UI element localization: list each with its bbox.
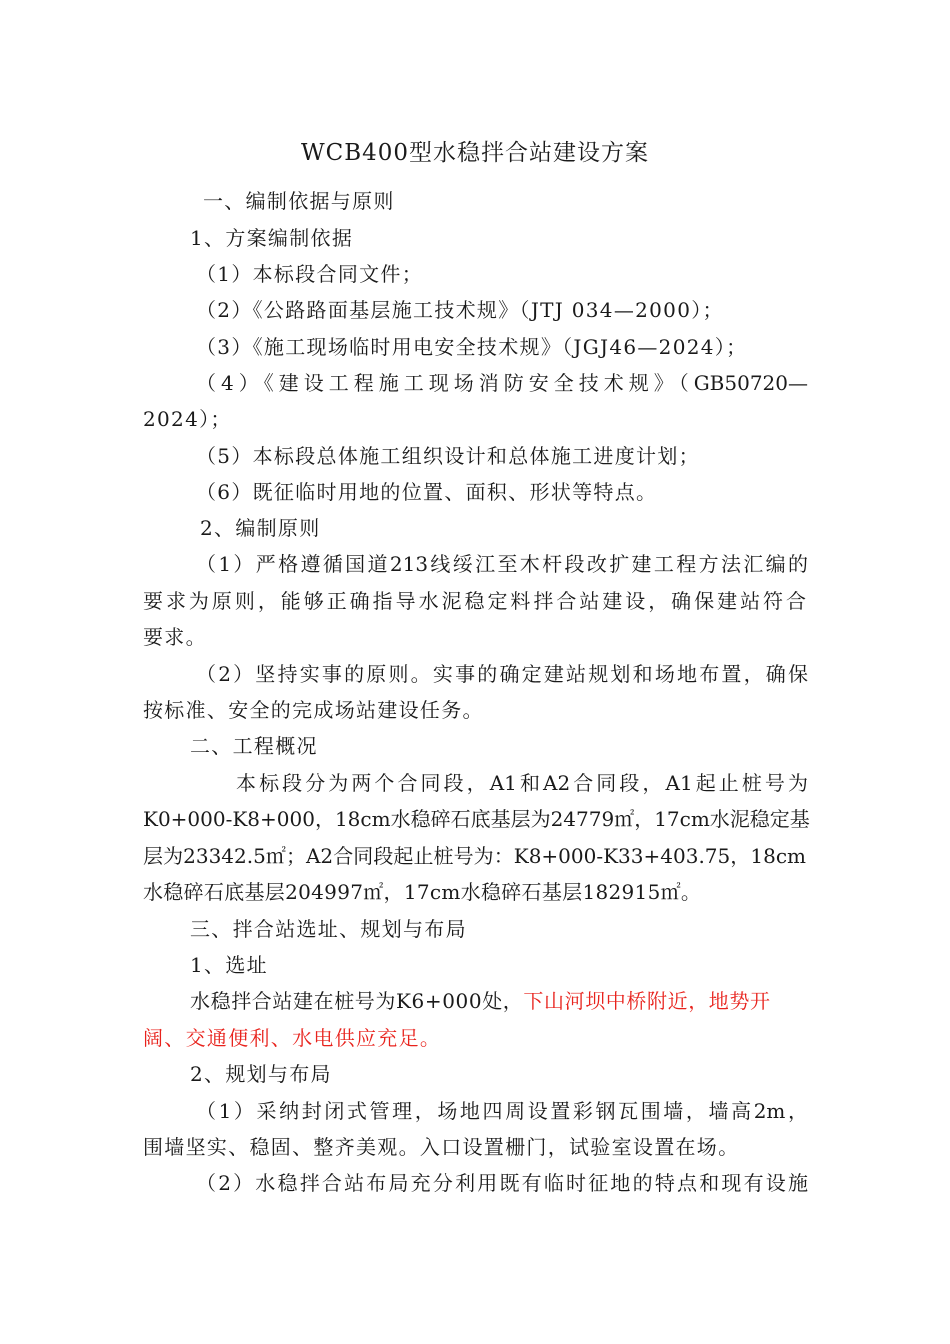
paragraph-line: 要求。 — [143, 625, 207, 649]
paragraph-line: 围墙坚实、稳固、整齐美观。入口设置栅门，试验室设置在场。 — [143, 1135, 740, 1159]
paragraph-line: 本标段分为两个合同段，A1和A2合同段，A1起止桩号为 — [236, 771, 808, 795]
document-title: WCB400型水稳拌合站建设方案 — [300, 140, 650, 166]
paragraph-line: （1）采纳封闭式管理，场地四周设置彩钢瓦围墙，墙高2m， — [196, 1099, 808, 1123]
paragraph-line: K0+000-K8+000，18cm水稳碎石底基层为24779㎡，17cm水泥稳定基 — [143, 807, 810, 831]
basis-item: （1）本标段合同文件； — [196, 262, 424, 286]
subsection-heading-1-1: 1、方案编制依据 — [190, 226, 354, 250]
subsection-heading-3-2: 2、规划与布局 — [190, 1062, 332, 1086]
paragraph-line: 层为23342.5㎡；A2合同段起止桩号为：K8+000-K33+403.75，18cm — [143, 844, 806, 868]
paragraph-line: 水稳碎石底基层204997㎡，17cm水稳碎石基层182915㎡。 — [143, 880, 702, 904]
site-highlight-text: 下山河坝中桥附近，地势开 — [523, 989, 771, 1013]
site-paragraph-line — [190, 988, 771, 1014]
paragraph-line: （1）严格遵循国道213线绥江至木杆段改扩建工程方法汇编的 — [196, 552, 808, 576]
basis-item: （4）《建设工程施工现场消防安全技术规》（GB50720— — [196, 371, 808, 395]
basis-item: （3）《施工现场临时用电安全技术规》（JGJ46—2024）； — [196, 335, 748, 359]
basis-item: （6）既征临时用地的位置、面积、形状等特点。 — [196, 480, 658, 504]
site-highlight-text: 阔、交通便利、水电供应充足。 — [143, 1026, 442, 1050]
basis-item-continued: 2024）； — [143, 407, 232, 431]
section-heading-1: 一、编制依据与原则 — [203, 189, 395, 213]
section-heading-3: 三、拌合站选址、规划与布局 — [190, 917, 467, 941]
section-heading-2: 二、工程概况 — [190, 734, 318, 758]
site-text: 水稳拌合站建在桩号为K6+000处， — [190, 989, 524, 1013]
paragraph-line: （2）坚持实事的原则。实事的确定建站规划和场地布置，确保 — [196, 662, 808, 686]
basis-item: （2）《公路路面基层施工技术规》（JTJ 034—2000）； — [196, 298, 724, 322]
paragraph-line: 按标准、安全的完成场站建设任务。 — [143, 698, 484, 722]
paragraph-line: 要求为原则，能够正确指导水泥稳定料拌合站建设，确保建站符合 — [143, 589, 806, 613]
subsection-heading-1-2: 2、编制原则 — [200, 516, 321, 540]
subsection-heading-3-1: 1、选址 — [190, 953, 268, 977]
basis-item: （5）本标段总体施工组织设计和总体施工进度计划； — [196, 444, 700, 468]
paragraph-line: （2）水稳拌合站布局充分利用既有临时征地的特点和现有设施 — [196, 1171, 808, 1195]
